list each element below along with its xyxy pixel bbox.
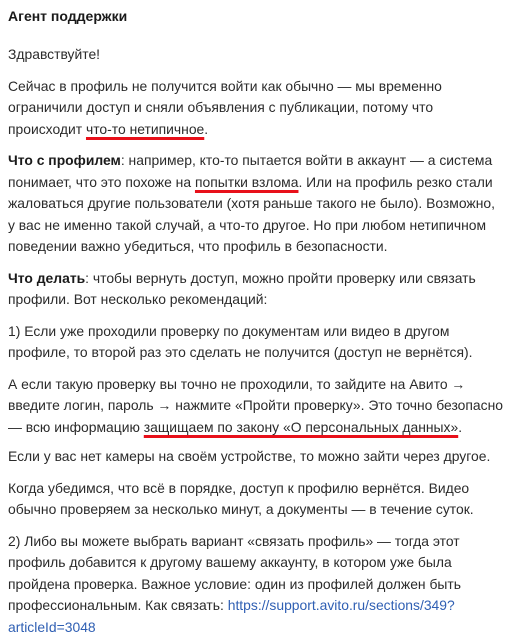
- what-to-do-text: : чтобы вернуть доступ, можно пройти проверку или связать профили. Вот несколько рекомендаций:: [8, 270, 476, 308]
- profile-text-1: : например, кто-то пытается войти в аккаунт — а система понимает, что это похоже на: [8, 152, 492, 190]
- paragraph-what-to-do: [8, 268, 505, 311]
- paragraph-no-camera: Если у вас нет камеры на своём устройстве, то можно зайти через другое.: [8, 446, 505, 468]
- highlight-atypical: что-то нетипичное: [86, 121, 204, 137]
- paragraph-profile: [8, 150, 505, 258]
- verification-text-2: .: [458, 419, 462, 435]
- highlight-hack-attempts: попытки взлома: [195, 174, 299, 190]
- paragraph-1-text: Сейчас в профиль не получится войти как обычно — мы временно ограничили доступ и сняли объявления с публикации, потому что происходит: [8, 78, 442, 137]
- what-to-do-label: Что делать: [8, 270, 85, 286]
- paragraph-option-2: [8, 531, 505, 638]
- paragraph-1: [8, 76, 505, 141]
- paragraph-access-return: Когда убедимся, что всё в порядке, доступ к профилю вернётся. Видео обычно проверяем за несколько минут, а документы — в течение суток.: [8, 478, 505, 521]
- paragraph-option-1: 1) Если уже проходили проверку по документам или видео в другом профиле, то второй раз это сделать не получится (доступ не вернётся).: [8, 321, 505, 364]
- verification-text-1: А если такую проверку вы точно не проходили, то зайдите на Авито → введите логин, пароль → нажмите «Пройти проверку». Это точно безопасно — всю информацию: [8, 376, 503, 435]
- profile-label: Что с профилем: [8, 152, 121, 168]
- paragraph-verification: [8, 374, 505, 439]
- greeting: Здравствуйте!: [8, 44, 505, 66]
- sender-name: Агент поддержки: [8, 7, 505, 25]
- paragraph-1-end: .: [204, 121, 208, 137]
- option-2-text: 2) Либо вы можете выбрать вариант «связать профиль» — тогда этот профиль добавится к другому вашему аккаунту, в котором уже была пройдена проверка. Важное условие: один из профилей должен быть профессиональным. Как связать:: [8, 533, 461, 614]
- support-article-link[interactable]: https://support.avito.ru/sections/349?articleId=3048: [8, 597, 455, 635]
- profile-text-2: . Или на профиль резко стали жаловаться другие пользователи (хотя раньше такого не было). Возможно, у вас не именно такой случай, а что-то другое. Но при любом нетипичном поведении важно убедиться, что профиль в безопасности.: [8, 174, 495, 255]
- highlight-personal-data-law: защищаем по закону «О персональных данных»: [144, 419, 458, 435]
